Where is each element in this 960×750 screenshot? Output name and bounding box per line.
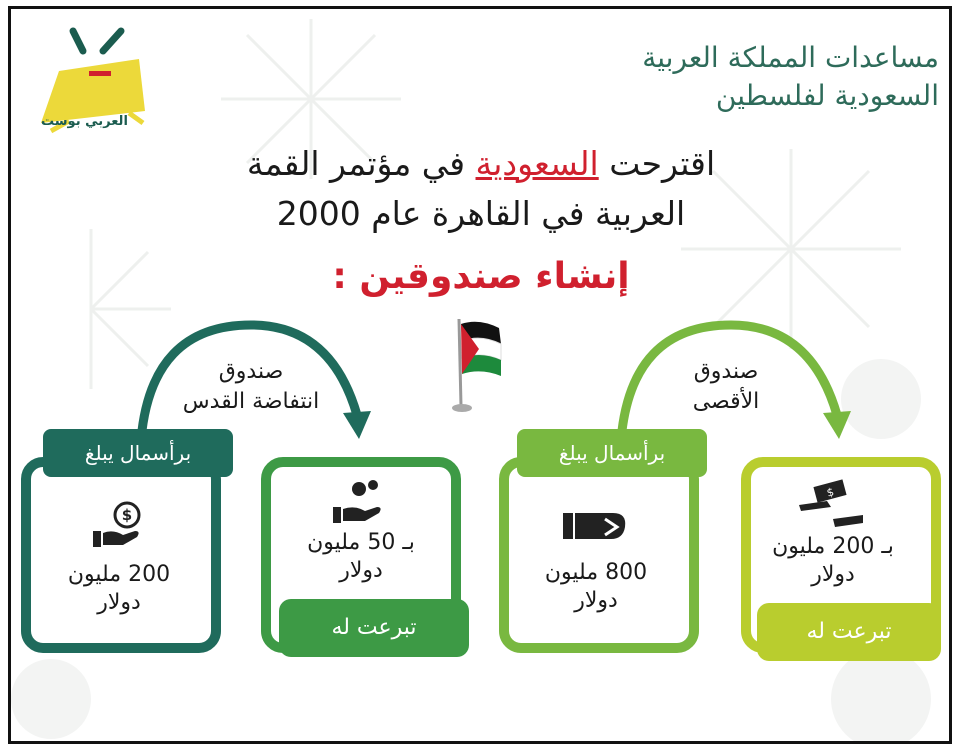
infographic-frame [8,6,952,744]
hand-holding-icon [561,505,631,545]
quds-capital-currency: دولار [97,590,141,615]
aqsa-fund-name-line1: صندوق [693,359,759,384]
saudi-highlight: السعودية [475,144,599,183]
aqsa-capital-currency: دولار [574,588,618,613]
page-title [642,39,939,115]
quds-donation-currency: دولار [339,558,383,583]
aqsa-fund-name-line2: الأقصى [692,389,760,414]
palestine-flag-icon [449,314,509,414]
intro-text-end: في مؤتمر القمة [246,144,476,183]
quds-donated-label: تبرعت له [279,599,469,657]
aqsa-capital-amount [516,559,676,615]
quds-capital-label: برأسمال يبلغ [43,429,233,477]
aqsa-donation-value: بـ 200 مليون [772,534,894,559]
logo-text: العربي بوست [41,114,128,129]
aqsa-donated-label: تبرعت له [757,603,941,661]
intro-line-2: العربية في القاهرة عام 2000 [276,194,686,233]
tv-logo-icon [21,23,161,148]
aqsa-capital-value: 800 مليون [544,560,648,585]
title-line-1: مساعدات المملكة العربية [642,41,939,74]
hand-coins-icon [329,477,389,527]
quds-donation-amount [281,529,441,585]
quds-capital-amount [39,561,199,617]
aqsa-donation-currency: دولار [811,562,855,587]
quds-fund-name-line2: انتفاضة القدس [182,389,320,414]
aqsa-capital-box [499,457,699,653]
quds-fund-name [151,357,351,417]
quds-donation-value: بـ 50 مليون [307,530,415,555]
intro-line-3: إنشاء صندوقين : [332,256,630,297]
quds-capital-value: 200 مليون [67,562,171,587]
aqsa-fund-name [651,357,801,417]
quds-capital-box [21,457,221,653]
aqsa-capital-label: برأسمال يبلغ [517,429,707,477]
svg-text:$: $ [825,485,836,500]
intro-text: اقترحت [598,144,716,183]
title-line-2: السعودية لفلسطين [715,79,939,112]
intro-line-1 [161,144,801,183]
hand-dollar-coin-icon [89,501,149,549]
quds-fund-name-line1: صندوق [218,359,284,384]
svg-text:$: $ [121,506,133,524]
hands-exchanging-money-icon [797,479,867,529]
aqsa-donation-amount [753,533,913,589]
